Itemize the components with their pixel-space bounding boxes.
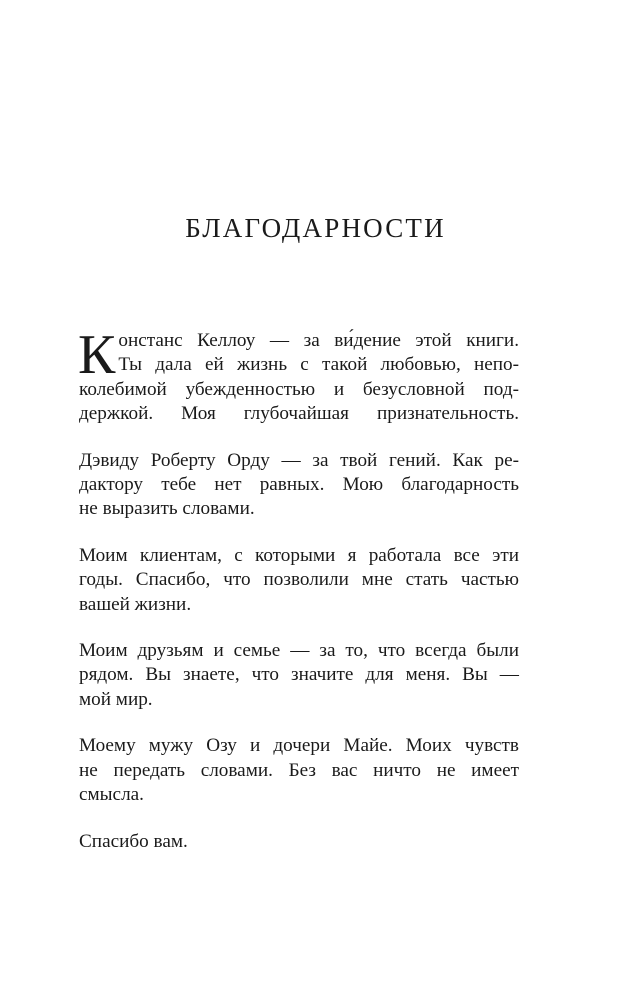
paragraph-6 — [79, 830, 519, 854]
paragraph-line: Моим клиентам, с которыми я работала все эти — [79, 544, 519, 566]
paragraph-2 — [79, 449, 519, 522]
paragraph-line: рядом. Вы знаете, что значите для меня. Вы — — [79, 664, 519, 686]
paragraph-5 — [79, 734, 519, 807]
paragraph-line: Ты дала ей жизнь с такой любовью, непо- — [118, 354, 519, 376]
chapter-title: БЛАГОДАРНОСТИ — [185, 213, 446, 243]
paragraph-line: не передать словами. Без вас ничто не имеет — [79, 759, 519, 781]
paragraph-4 — [79, 639, 519, 712]
paragraph-line: мой мир. — [79, 688, 153, 710]
paragraph-line: годы. Спасибо, что позволили мне стать частью — [79, 569, 519, 591]
paragraph-3 — [79, 544, 519, 617]
paragraph-line: вашей жизни. — [79, 593, 192, 615]
drop-cap: К — [78, 324, 116, 386]
paragraph-line: смысла. — [79, 784, 144, 806]
paragraph-line: колебимой убежденностью и безусловной под- — [79, 378, 519, 400]
paragraph-line: дактору тебе нет равных. Мою благодарность — [79, 474, 519, 496]
paragraph-line: онстанс Келлоу — за ви́дение этой книги. — [118, 330, 519, 351]
paragraph-line: Дэвиду Роберту Орду — за твой гений. Как ре- — [79, 449, 519, 471]
paragraph-line: не выразить словами. — [79, 498, 255, 520]
paragraph-line: Моим друзьям и семье — за то, что всегда были — [79, 640, 519, 662]
acknowledgements-body — [78, 324, 519, 876]
paragraph-line: держкой. Моя глубочайшая признательность. — [79, 403, 519, 425]
paragraph-1 — [78, 324, 519, 427]
paragraph-line: Моему мужу Озу и дочери Майе. Моих чувств — [79, 735, 519, 757]
paragraph-line: Спасибо вам. — [79, 830, 188, 852]
